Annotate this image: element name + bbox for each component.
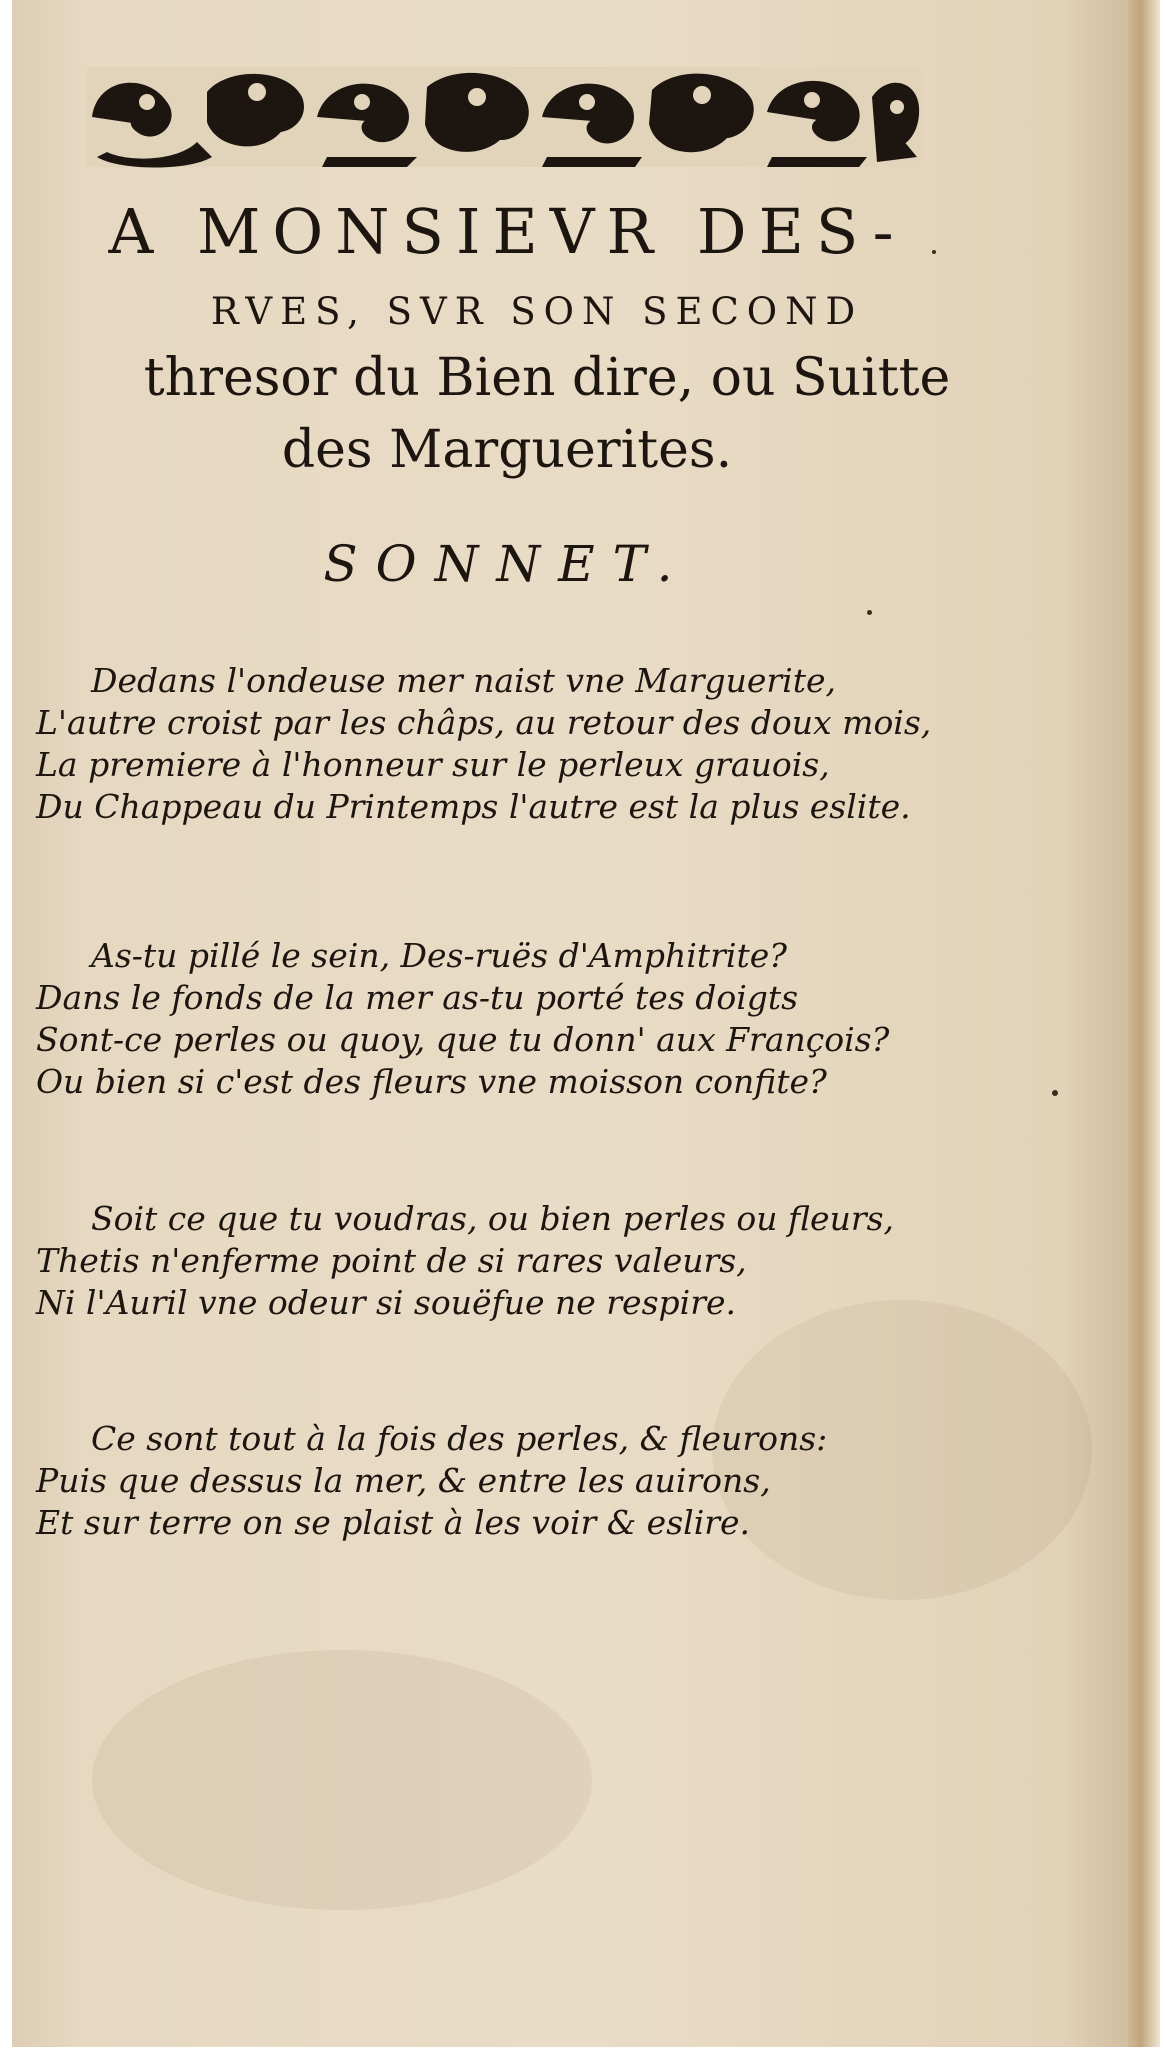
verse-line: Dans le fonds de la mer as-tu porté tes doigts: [36, 978, 799, 1017]
verse-line: Et sur terre on se plaist à les voir & eslire.: [36, 1503, 751, 1542]
ink-speck: [932, 250, 936, 254]
verse-line: Ou bien si c'est des fleurs vne moisson confite?: [36, 1062, 827, 1101]
heading-line-4: des Marguerites.: [281, 420, 733, 480]
ink-speck: [1052, 1090, 1058, 1096]
ink-speck: [867, 610, 872, 615]
poem-title: SONNET.: [323, 535, 691, 593]
page-edge: [1128, 0, 1160, 2047]
verse-line: Ce sont tout à la fois des perles, & fleurons:: [91, 1419, 828, 1458]
verse-line: Thetis n'enferme point de si rares valeurs,: [36, 1241, 747, 1280]
verse-line: Dedans l'ondeuse mer naist vne Marguerite,: [91, 661, 836, 700]
woodcut-ornament-band: [87, 62, 922, 172]
verse-line: L'autre croist par les châps, au retour des doux mois,: [36, 703, 932, 742]
verse-line: As-tu pillé le sein, Des-ruës d'Amphitrite?: [91, 936, 787, 975]
book-page: [12, 0, 1152, 2047]
heading-line-2: RVES, SVR SON SECOND: [210, 290, 864, 333]
stanza-4: [36, 1418, 996, 1544]
verse-line: Du Chappeau du Printemps l'autre est la plus eslite.: [36, 787, 911, 826]
stanza-2: [36, 935, 996, 1103]
stanza-3: [36, 1198, 996, 1324]
verse-line: Ni l'Auril vne odeur si souëfue ne respire.: [36, 1283, 736, 1322]
verse-line: Puis que dessus la mer, & entre les auirons,: [36, 1461, 771, 1500]
verse-line: La premiere à l'honneur sur le perleux grauois,: [36, 745, 830, 784]
stanza-1: [36, 660, 996, 828]
heading-line-3: thresor du Bien dire, ou Suitte: [143, 348, 951, 408]
paper-stain: [92, 1650, 592, 1910]
verse-line: Sont-ce perles ou quoy, que tu donn' aux François?: [36, 1020, 890, 1059]
verse-line: Soit ce que tu voudras, ou bien perles ou fleurs,: [91, 1199, 895, 1238]
heading-line-1: A MONSIEVR DES-: [108, 195, 906, 268]
